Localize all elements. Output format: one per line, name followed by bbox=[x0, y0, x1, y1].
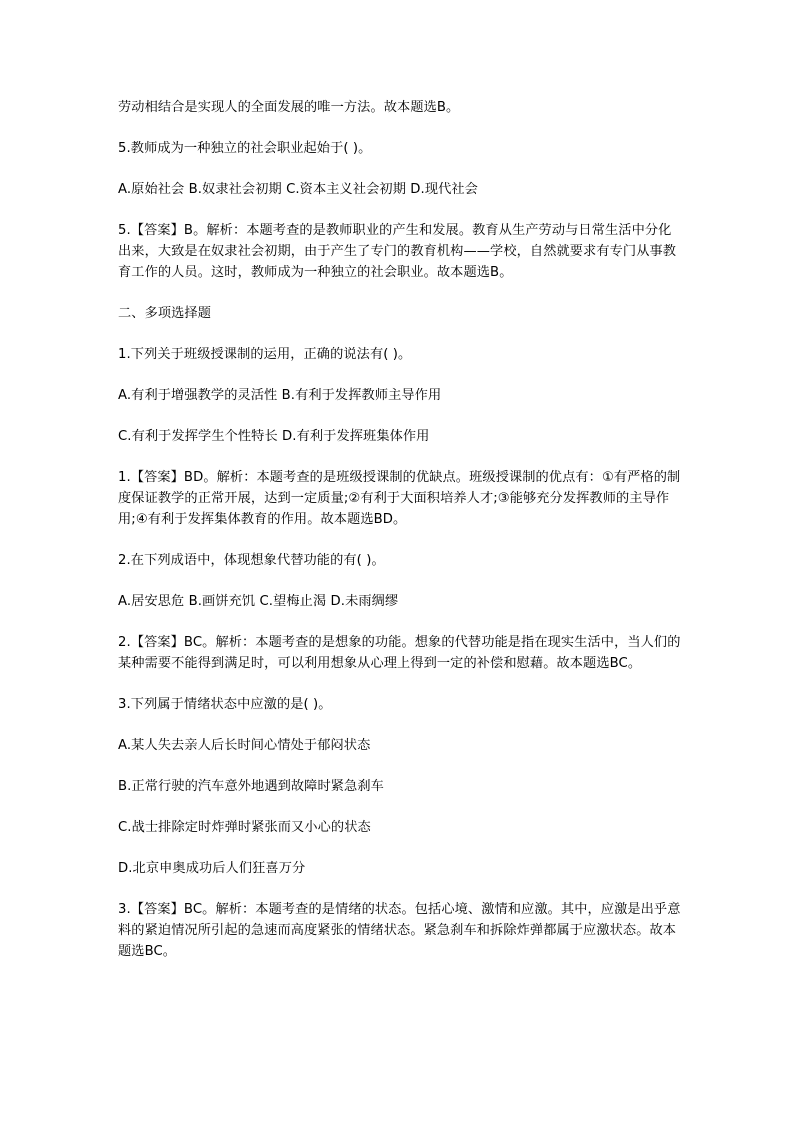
question-5-answer: 5.【答案】B。解析：本题考查的是教师职业的产生和发展。教育从生产劳动与日常生活中分化出来，大致是在奴隶社会初期，由于产生了专门的教育机构——学校，自然就要求有专门从事教育工作的人员。这时，教师成为一种独立的社会职业。故本题选B。 bbox=[118, 223, 677, 280]
mc-question-3-option-d: D.北京申奥成功后人们狂喜万分 bbox=[118, 861, 306, 876]
mc-question-2-answer: 2.【答案】BC。解析：本题考查的是想象的功能。想象的代替功能是指在现实生活中，当人们的某种需要不能得到满足时，可以利用想象从心理上得到一定的补偿和慰藉。故本题选BC。 bbox=[118, 635, 681, 671]
mc-question-3-option-c: C.战士排除定时炸弹时紧张而又小心的状态 bbox=[118, 820, 371, 835]
mc-question-3-answer: 3.【答案】BC。解析：本题考查的是情绪的状态。包括心境、激情和应激。其中，应激是出乎意料的紧迫情况所引起的急速而高度紧张的情绪状态。紧急刹车和拆除炸弹都属于应激状态。故本题选BC。 bbox=[118, 902, 681, 959]
mc-question-1-answer: 1.【答案】BD。解析：本题考查的是班级授课制的优缺点。班级授课制的优点有：①有严格的制度保证教学的正常开展，达到一定质量;②有利于大面积培养人才;③能够充分发挥教师的主导作用;④有利于发挥集体教育的作用。故本题选BD。 bbox=[118, 470, 681, 527]
mc-question-2: 2.在下列成语中，体现想象代替功能的有( )。 bbox=[118, 553, 385, 568]
mc-question-1-options-ab: A.有利于增强教学的灵活性 B.有利于发挥教师主导作用 bbox=[118, 388, 442, 403]
mc-question-2-options: A.居安思危 B.画饼充饥 C.望梅止渴 D.未雨绸缪 bbox=[118, 594, 399, 609]
mc-question-3-option-a: A.某人失去亲人后长时间心情处于郁闷状态 bbox=[118, 738, 371, 753]
mc-question-1-options-cd: C.有利于发挥学生个性特长 D.有利于发挥班集体作用 bbox=[118, 429, 430, 444]
previous-explanation-tail: 劳动相结合是实现人的全面发展的唯一方法。故本题选B。 bbox=[118, 100, 460, 115]
question-5: 5.教师成为一种独立的社会职业起始于( )。 bbox=[118, 141, 372, 156]
document-page bbox=[118, 97, 684, 982]
mc-question-3-option-b: B.正常行驶的汽车意外地遇到故障时紧急刹车 bbox=[118, 779, 384, 794]
mc-question-1: 1.下列关于班级授课制的运用，正确的说法有( )。 bbox=[118, 347, 412, 362]
section-heading-multiple-choice: 二、多项选择题 bbox=[118, 306, 212, 321]
question-5-options: A.原始社会 B.奴隶社会初期 C.资本主义社会初期 D.现代社会 bbox=[118, 182, 478, 197]
mc-question-3: 3.下列属于情绪状态中应激的是( )。 bbox=[118, 697, 332, 712]
